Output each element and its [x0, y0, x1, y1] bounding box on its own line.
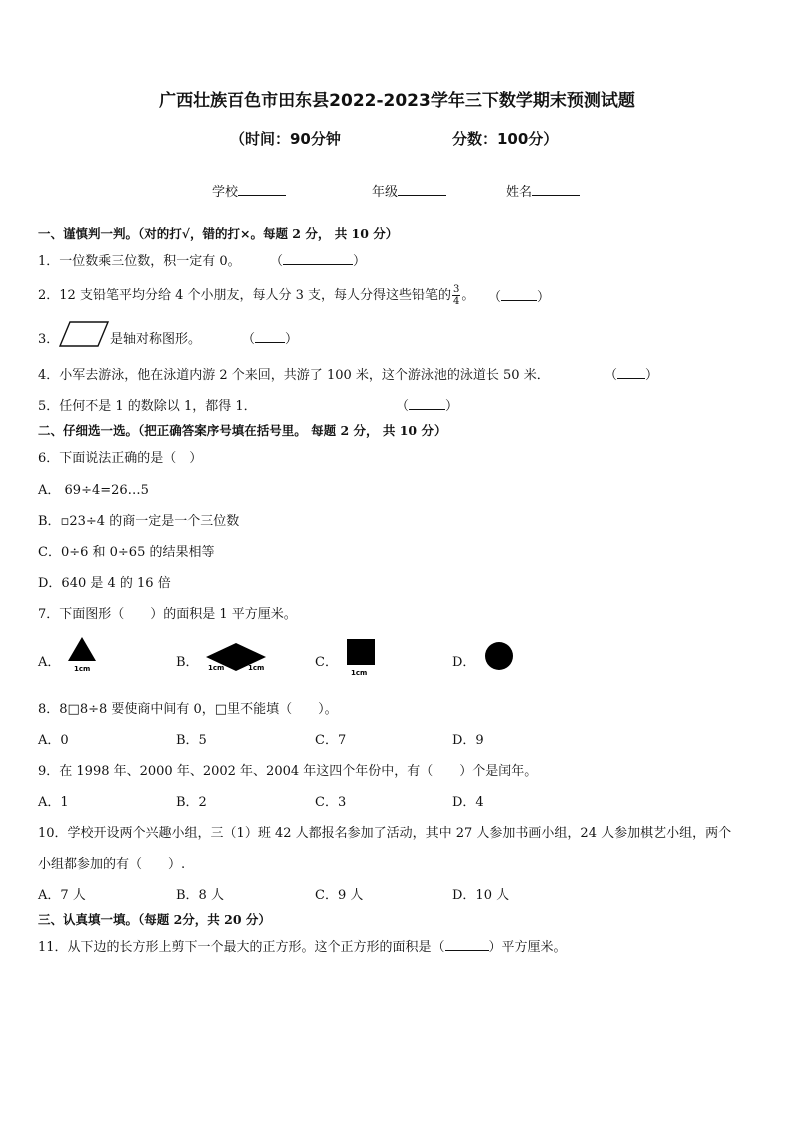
- grade-label: 年级: [372, 185, 399, 200]
- q6-option-b[interactable]: B．▫23÷4 的商一定是一个三位数: [38, 514, 240, 529]
- square-figure[interactable]: [346, 638, 378, 678]
- question-11-text: 11．从下边的长方形上剪下一个最大的正方形。这个正方形的面积是（: [38, 940, 445, 955]
- paren-open: （: [604, 368, 618, 383]
- q10-option-c[interactable]: C．9 人: [315, 888, 364, 903]
- q6-option-c[interactable]: C．0÷6 和 0÷65 的结果相等: [38, 545, 215, 560]
- q9-option-d[interactable]: D．4: [452, 795, 484, 810]
- question-10-line1: 10．学校开设两个兴趣小组，三（1）班 42 人都报名参加了活动，其中 27 人参加书画小组，24 人参加棋艺小组，两个: [38, 826, 732, 841]
- q10-option-b[interactable]: B．8 人: [176, 888, 224, 903]
- grade-blank[interactable]: [398, 183, 446, 196]
- question-1-text: 1．一位数乘三位数，积一定有 0。: [38, 254, 241, 269]
- question-8: 8．8□8÷8 要使商中间有 0，□里不能填（ ）。: [38, 702, 338, 717]
- fraction-denominator: 4: [453, 296, 460, 307]
- q8-option-d[interactable]: D．9: [452, 733, 484, 748]
- answer-blank[interactable]: [255, 331, 285, 343]
- name-field[interactable]: [506, 181, 580, 200]
- circle-figure[interactable]: [484, 641, 514, 671]
- question-7: 7．下面图形（ ）的面积是 1 平方厘米。: [38, 607, 297, 622]
- paren-close: ）: [645, 368, 659, 383]
- answer-blank[interactable]: [617, 367, 645, 379]
- q7-option-d-label[interactable]: D．: [452, 655, 476, 670]
- q9-option-c[interactable]: C．3: [315, 795, 347, 810]
- school-blank[interactable]: [238, 183, 286, 196]
- question-2-text: 2．12 支铅笔平均分给 4 个小朋友，每人分 3 支，每人分得这些铅笔的: [38, 288, 452, 303]
- square-unit-label: 1cm: [351, 669, 368, 677]
- school-field[interactable]: [212, 181, 286, 200]
- name-blank[interactable]: [532, 183, 580, 196]
- triangle-figure[interactable]: [66, 635, 98, 673]
- answer-blank[interactable]: [445, 939, 489, 951]
- parallelogram-figure: [58, 320, 110, 348]
- section1-heading: 一、谨慎判一判。（对的打√，错的打×。每题 2 分， 共 10 分）: [38, 226, 399, 241]
- q10-option-a[interactable]: A．7 人: [38, 888, 86, 903]
- question-11-end: ）平方厘米。: [488, 940, 567, 955]
- q7-option-a-label[interactable]: A．: [38, 655, 61, 670]
- q9-option-b[interactable]: B．2: [176, 795, 207, 810]
- paren-close: ）: [537, 290, 551, 305]
- school-label: 学校: [212, 185, 239, 200]
- paren-open: （: [488, 290, 502, 305]
- question-1: [38, 250, 241, 269]
- question-4-answer[interactable]: [604, 364, 658, 383]
- q8-option-c[interactable]: C．7: [315, 733, 347, 748]
- q10-option-d[interactable]: D．10 人: [452, 888, 510, 903]
- paren-open: （: [242, 332, 256, 347]
- question-2-answer[interactable]: [488, 286, 550, 305]
- question-11: [38, 936, 567, 955]
- question-3-text: 是轴对称图形。: [110, 332, 202, 347]
- fraction-numerator: 3: [453, 284, 460, 295]
- triangle-unit-label: 1cm: [74, 665, 91, 673]
- question-9: 9．在 1998 年、2000 年、2002 年、2004 年这四个年份中，有（ ）个是闰年。: [38, 764, 538, 779]
- q6-option-a[interactable]: A． 69÷4=26…5: [38, 483, 149, 498]
- section2-heading: 二、仔细选一选。（把正确答案序号填在括号里。 每题 2 分， 共 10 分）: [38, 423, 447, 438]
- question-10-line2: 小组都参加的有（ ）.: [38, 857, 186, 872]
- question-2: [38, 284, 474, 307]
- q7-option-b-label[interactable]: B．: [176, 655, 199, 670]
- rhombus-unit-label-right: 1cm: [248, 664, 265, 672]
- answer-blank[interactable]: [501, 289, 537, 301]
- q8-option-a[interactable]: A．0: [38, 733, 69, 748]
- question-5: 5．任何不是 1 的数除以 1，都得 1．: [38, 399, 257, 414]
- paren-close: ）: [285, 332, 299, 347]
- question-3-answer[interactable]: [242, 328, 298, 347]
- page-title: 广西壮族百色市田东县2022-2023学年三下数学期末预测试题: [159, 91, 635, 111]
- rhombus-figure[interactable]: [204, 641, 268, 673]
- question-1-answer[interactable]: [270, 250, 366, 269]
- exam-time: （时间：90分钟: [230, 130, 341, 148]
- q8-option-b[interactable]: B．5: [176, 733, 207, 748]
- rhombus-unit-label-left: 1cm: [208, 664, 225, 672]
- answer-blank[interactable]: [409, 398, 445, 410]
- question-5-answer[interactable]: [396, 395, 458, 414]
- paren-close: ）: [445, 399, 459, 414]
- q9-option-a[interactable]: A．1: [38, 795, 69, 810]
- exam-score: 分数：100分）: [452, 130, 559, 148]
- paren-open: （: [270, 254, 284, 269]
- paren-close: ）: [353, 254, 367, 269]
- question-6: 6．下面说法正确的是（ ）: [38, 451, 203, 466]
- answer-blank[interactable]: [283, 253, 353, 265]
- q7-option-c-label[interactable]: C．: [315, 655, 338, 670]
- question-4: 4．小军去游泳，他在泳道内游 2 个来回，共游了 100 米，这个游泳池的泳道长 50 米．: [38, 368, 550, 383]
- paren-open: （: [396, 399, 410, 414]
- section3-heading: 三、认真填一填。（每题 2分，共 20 分）: [38, 912, 271, 927]
- question-2-end: 。: [461, 288, 475, 303]
- name-label: 姓名: [506, 185, 533, 200]
- fraction-three-quarters: [452, 284, 460, 307]
- grade-field[interactable]: [372, 181, 446, 200]
- question-3-number: 3．: [38, 332, 60, 347]
- q6-option-d[interactable]: D．640 是 4 的 16 倍: [38, 576, 171, 591]
